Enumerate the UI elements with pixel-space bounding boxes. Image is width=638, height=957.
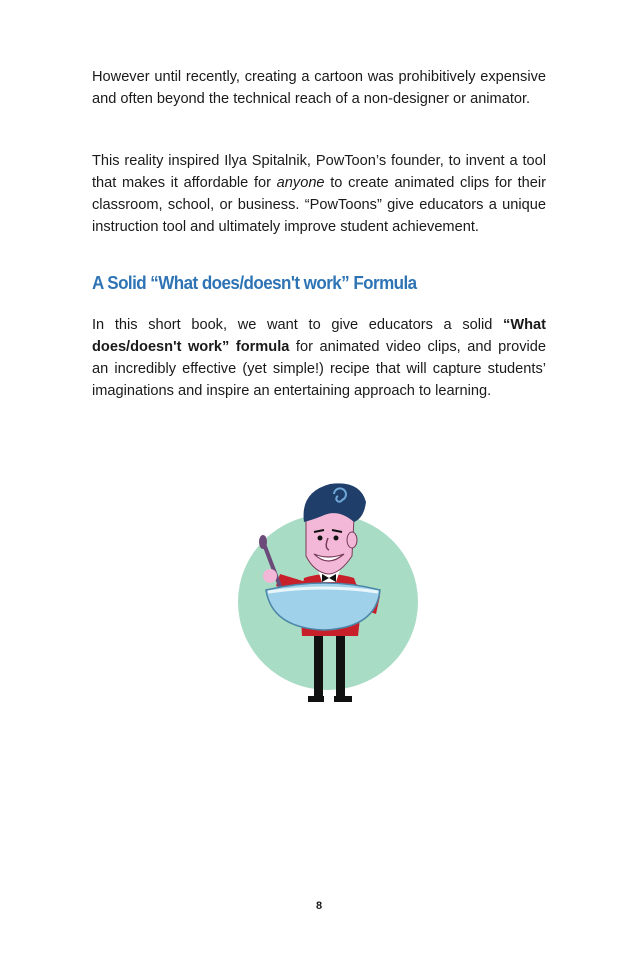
right-leg — [336, 630, 345, 696]
formula-bold-phrase: “What does/doesn't work” formula — [92, 317, 546, 355]
paragraph-formula — [92, 314, 546, 402]
paragraph-founder — [92, 150, 546, 238]
section-heading: A Solid “What does/doesn't work” Formula — [92, 272, 417, 293]
page-number: 8 — [315, 900, 323, 912]
paragraph-founder-text-1: This reality inspired Ilya Spitalnik, PowToon’s founder, to invent a tool that makes it affordable for — [92, 153, 546, 191]
paragraph-formula-text-2: for animated video clips, and provide an incredibly effective (yet simple!) recipe that will capture students’ imaginations and inspire an entertaining approach to learning. — [92, 339, 547, 399]
spoon-head — [259, 535, 267, 549]
left-shoe — [308, 696, 324, 702]
chef-cartoon-illustration — [230, 478, 430, 714]
left-eye — [318, 536, 323, 541]
left-leg — [314, 630, 323, 696]
emphasis-anyone: anyone — [276, 175, 325, 191]
right-eye — [334, 536, 339, 541]
paragraph-formula-text-1: In this short book, we want to give educators a solid — [92, 317, 504, 333]
paragraph-intro: However until recently, creating a cartoon was prohibitively expensive and often beyond the technical reach of a non-designer or animator. — [92, 69, 546, 107]
right-shoe — [334, 696, 352, 702]
paragraph-founder-text-2: to create animated clips for their classroom, school, or business. “PowToons” give educators a unique instruction tool and ultimately improve student achievement. — [92, 175, 546, 235]
left-hand — [263, 569, 277, 583]
ear — [347, 532, 357, 548]
